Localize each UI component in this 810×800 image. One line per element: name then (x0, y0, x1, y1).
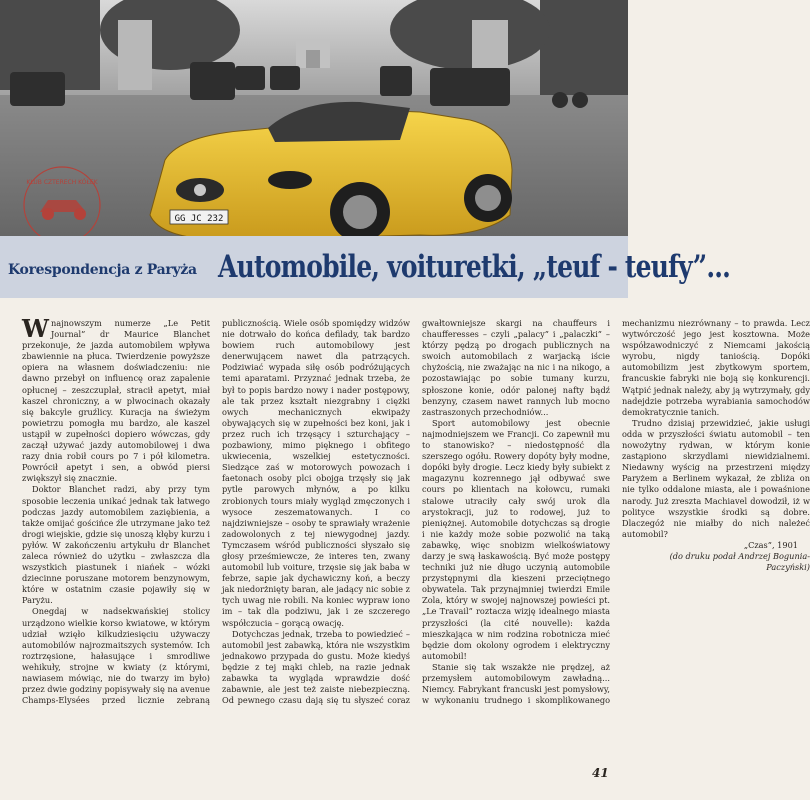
header-photo (0, 0, 628, 270)
article-paragraph: Dotychczas jednak, trzeba to powiedzieć – automobil jest zabawką, która nie wszystkim jednakowo przypada do gustu. Może kiedyś będzie z tej mąki chleb, na razie jednak zabawka ta wygląda wprawdzie dość zabawnie, ale jest też zaiste niebezpieczną. Od pewnego czasu dają się tu słyszeć coraz gwałtowniejsze skargi na chauffeurs i chaufferesses – czyli „palacy” i „palaczki” – którzy pędzą po drogach publicznych na swoich automobilach z warjacką iście chyżością, nie zważając na nic i na nikogo, a pozostawiając po sobie tumany kurzu, spłoszone konie, odór palonej nafty bądź benzyny, czasem nawet rannych lub mocno zastraszonych przechodniów... (222, 318, 610, 706)
article-paragraph: Trudno dzisiaj przewidzieć, jakie usługi odda w przyszłości światu automobil – ten nowożytny rydwan, w którym konie zastąpiono skrzydlami niewidzialnemi. Niedawny wyścig na przestrzeni między Paryżem a Berlinem wykazał, że zbliża on nie tylko oddalone miasta, ale i powaśnione narody. Już zreszta Machiavel dowodził, iż w polityce wszystkie środki są dobre. Dlaczegóż nie miałby do nich należeć automobil? (622, 417, 810, 539)
source-signature: „Czas”, 1901 (743, 539, 798, 550)
section-label: Korespondencja z Paryża (8, 262, 197, 278)
editor-credit: (do druku podał Andrzej Bogunia-Paczyński) (669, 550, 810, 573)
license-plate: GG JC 232 (174, 214, 224, 224)
article-paragraph: Onegdaj w nadsekwańskiej stolicy urządzono wielkie korso kwiatowe, w którym udział wzięło kilkudziesięciu używaczy automobilów najrozmaitszych systemów. Ich roztrzęsione, hałasujące i smrodliwe wehikuły, strojne w kwiaty (z którymi, nawiasem mówiąc, nie do twarzy im było) przez dwie godziny popisywały się na avenue Champs-Elysées przed licznie zebraną publicznością. Wiele osób spomiędzy widzów nie dotrwało do końca defilady, tak bardzo bowiem ruch automobilowy jest denerwującem nawet dla patrzących. Podziwiać wypada siłę osób podróżujących temi aparatami. Przyznać jednak trzeba, że był to popis bardzo nowy i nader postępowy, ale tak przez kształt niezgrabny i ciężki owych mechanicznych ekwipaży obywających się w zupełności bez koni, jak i przez ruch ich trzęsący i szturchający – pozbawiony, mimo pięknego i obfitego ukwiecenia, wszelkiej estetyczności. Siedzące zaś w motorowych powozach i faetonach osoby plci obojga trzęsły się jak pytle parowych młynów, a po kilku zrobionych tours miały wygląd zmęczonych i wysoce zeszematowanych. I co najdziwniejsze – osoby te sprawiały wrażenie zadowolonych z tej niewygodnej jazdy. Tymczasem wśród publiczności słyszało się głosy prześmiewcze, że interes ten, zwany automobil lub voiture, trzęsie się jak baba w febrze, sapie jak dychawiczny koń, a beczy jak niedorżnięty baran, ale jadący nic sobie z tych uwag nie robili. Na koniec wypraw iono im – tak dla podziwu, jak i ze szczerego współczucia – gorącą owację. (22, 318, 410, 706)
article-paragraph: Wnajnowszym numerze „Le Petit Journal” dr Maurice Blanchet przekonuje, że jazda automobilem wpływa zbawiennie na płuca. Twierdzenie powyższe opiera na własnem doświadczeniu: nie dawno przebył on influencę oraz zapalenie opłucnej – zeszczuplał, stracił apetyt, miał kaszel chroniczny, a w plwocinach okazały się bakcyle gruźlicy. Kuracja na świeżym powietrzu pomogła mu bardzo, ale kaszel ustąpił w zupełności dopiero wówczas, gdy zaczął używać jazdy automobilowej i dwa razy dnia robił cours po 7 i pół kilometra. Powrócił apetyt i sen, a obwód piersi zwiększył się znacznie. (22, 314, 210, 484)
article-paragraph: Doktor Blanchet radzi, aby przy tym sposobie leczenia unikać jednak tak łatwego podczas jazdy automobilem zaziębienia, a także omijać gościńce źle utrzymane jako też drogi wiejskie, gdzie się unoszą kłęby kurzu i pyłów. W zakończeniu artykułu dr Blanchet zaleca również do użytku – zwłaszcza dla wszystkich piastunek i niańek – wózki dziecinne poruszane motorem benzynowym, które w ostatnim czasie pojawiły się w Paryżu. (22, 484, 210, 606)
article-paragraph: Sport automobilowy jest obecnie najmodniejszem we Francji. Co zapewnił mu to stanowisko? – niedostępność dla szerszego ogółu. Rowery dopóty były modne, dopóki były drogie. Lecz kiedy były subiekt z magazynu kozrennego jął odbywać swe cours po klientach na kołowcu, rumaki stalowe utraciły cały swój urok dla arystokracji, już to rodowej, już to pieniężnej. Automobile dotychczas są drogie i nie każdy może sobie pozwolić na taką zabawkę, więc snobizm wielkoświatowy darzy je swą łaskawością. Być może postępy techniki już nie długo uczynią automobile przystępnymi dla kieszeni przeciętnego obywatela. Tak przynajmniej twierdzi Emile Zola, który w swojej najnowszej powieści pt. „Le Travail” roztacza wizję idealnego miasta przyszłości (la cité nouvelle): każda mieszkająca w nim rodzina robotnicza mieć będzie dom okolony ogrodem i elektryczny automobil! (422, 417, 610, 661)
svg-text:KLUB CZTERECH KÓŁEK: KLUB CZTERECH KÓŁEK (26, 179, 98, 186)
article-paragraph: Stanie się tak wszakże nie prędzej, aż przemysłem automobilowym zawładną... Niemcy. Fabrykant francuski jest pomysłowy, w wykonaniu trudnego i skomplikowanego mechanizmu niezrównany – to prawda. Lecz wytwórczość jego jest kosztowna. Może współzawodniczyć z Niemcami jakością wyrobu, nigdy taniością. Dopóki automobilizm jest zbytkowym sportem, francuskie fabryki nie boją się konkurencji. Wątpić jednak należy, aby ją wytrzymały, gdy nadejdzie potrzeba wyrabiania samochodów demokratycznie tanich. (422, 318, 810, 706)
page-number: 41 (592, 766, 609, 780)
article-body (22, 314, 810, 713)
article-headline: Automobile, voituretki, „teuf - teufy”... (218, 248, 731, 285)
drop-cap: W (22, 314, 49, 343)
